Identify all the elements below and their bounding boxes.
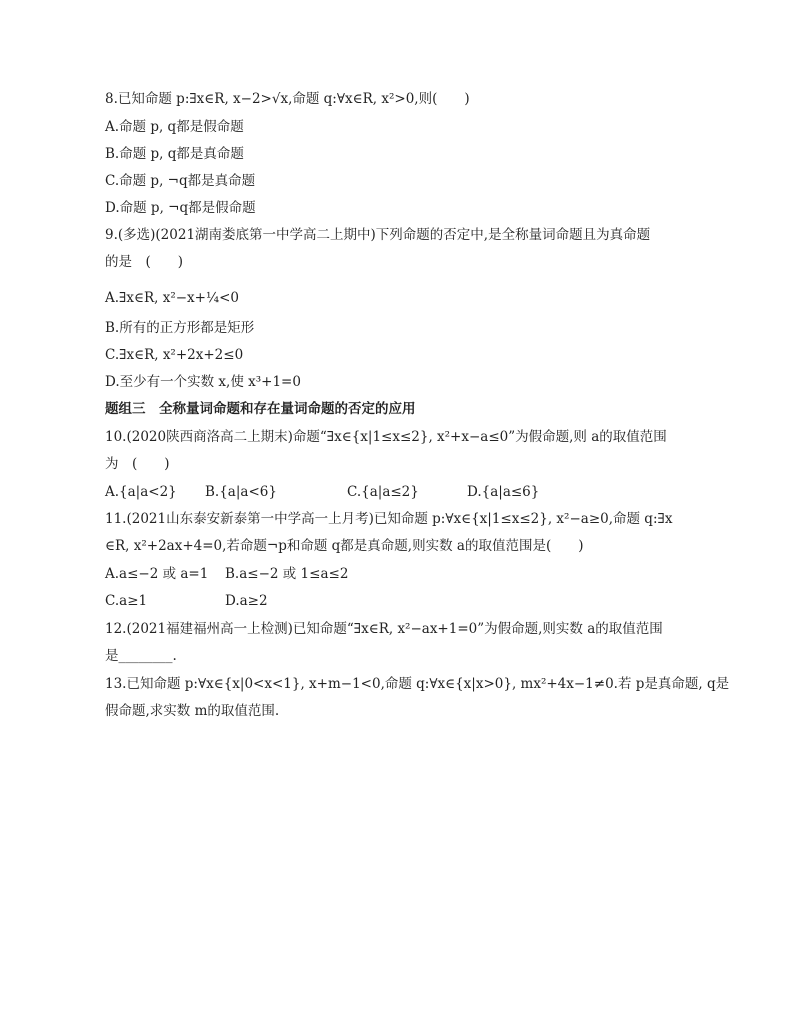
q10-option-d: D.{a|a≤6} [467,484,540,500]
q11-option-c: C.a≥1 [105,593,148,609]
q10-stem-line2: 为 ( ) [105,456,170,472]
q11-options-row1 [105,565,705,583]
q9-option-d: D.至少有一个实数 x,使 x³+1=0 [105,374,301,390]
q12-stem-line1: 12.(2021福建福州高一上检测)已知命题“∃x∈R, x²−ax+1=0”为假命题,则实数 a的取值范围 [105,621,663,637]
q11-stem-line1: 11.(2021山东泰安新泰第一中学高一上月考)已知命题 p:∀x∈{x|1≤x≤2}, x²−a≥0,命题 q:∃x [105,511,673,527]
q10-option-b: B.{a|a<6} [205,484,277,500]
q9-stem-line1: 9.(多选)(2021湖南娄底第一中学高二上期中)下列命题的否定中,是全称量词命题且为真命题 [105,227,651,243]
q11-stem-line2: ∈R, x²+2ax+4=0,若命题¬p和命题 q都是真命题,则实数 a的取值范围是( ) [105,538,584,554]
q9-option-a: A.∃x∈R, x²−x+¼<0 [105,290,239,306]
q10-options [105,483,705,501]
q9-option-c: C.∃x∈R, x²+2x+2≤0 [105,347,244,363]
q11-option-a: A.a≤−2 或 a=1 [105,566,209,582]
q13-stem-line2: 假命题,求实数 m的取值范围. [105,703,280,719]
q11-options-row2 [105,592,705,610]
q9-option-b: B.所有的正方形都是矩形 [105,320,255,336]
q12-stem-line2: 是________. [105,648,177,664]
q9-stem-line2: 的是 ( ) [105,254,184,270]
q8-option-c: C.命题 p, ¬q都是真命题 [105,173,256,189]
q10-option-c: C.{a|a≤2} [347,484,419,500]
q11-option-b: B.a≤−2 或 1≤a≤2 [225,566,349,582]
q13-stem-line1: 13.已知命题 p:∀x∈{x|0<x<1}, x+m−1<0,命题 q:∀x∈{x|x>0}, mx²+4x−1≠0.若 p是真命题, q是 [105,676,730,692]
q8-option-d: D.命题 p, ¬q都是假命题 [105,200,256,216]
q8-option-b: B.命题 p, q都是真命题 [105,146,244,162]
q11-option-d: D.a≥2 [225,593,268,609]
q10-option-a: A.{a|a<2} [105,484,177,500]
q10-stem-line1: 10.(2020陕西商洛高二上期末)命题“∃x∈{x|1≤x≤2}, x²+x−a≤0”为假命题,则 a的取值范围 [105,429,667,445]
section-heading: 题组三 全称量词命题和存在量词命题的否定的应用 [105,401,416,417]
q8-stem: 8.已知命题 p:∃x∈R, x−2>√x,命题 q:∀x∈R, x²>0,则( ) [105,91,470,107]
q8-option-a: A.命题 p, q都是假命题 [105,119,244,135]
